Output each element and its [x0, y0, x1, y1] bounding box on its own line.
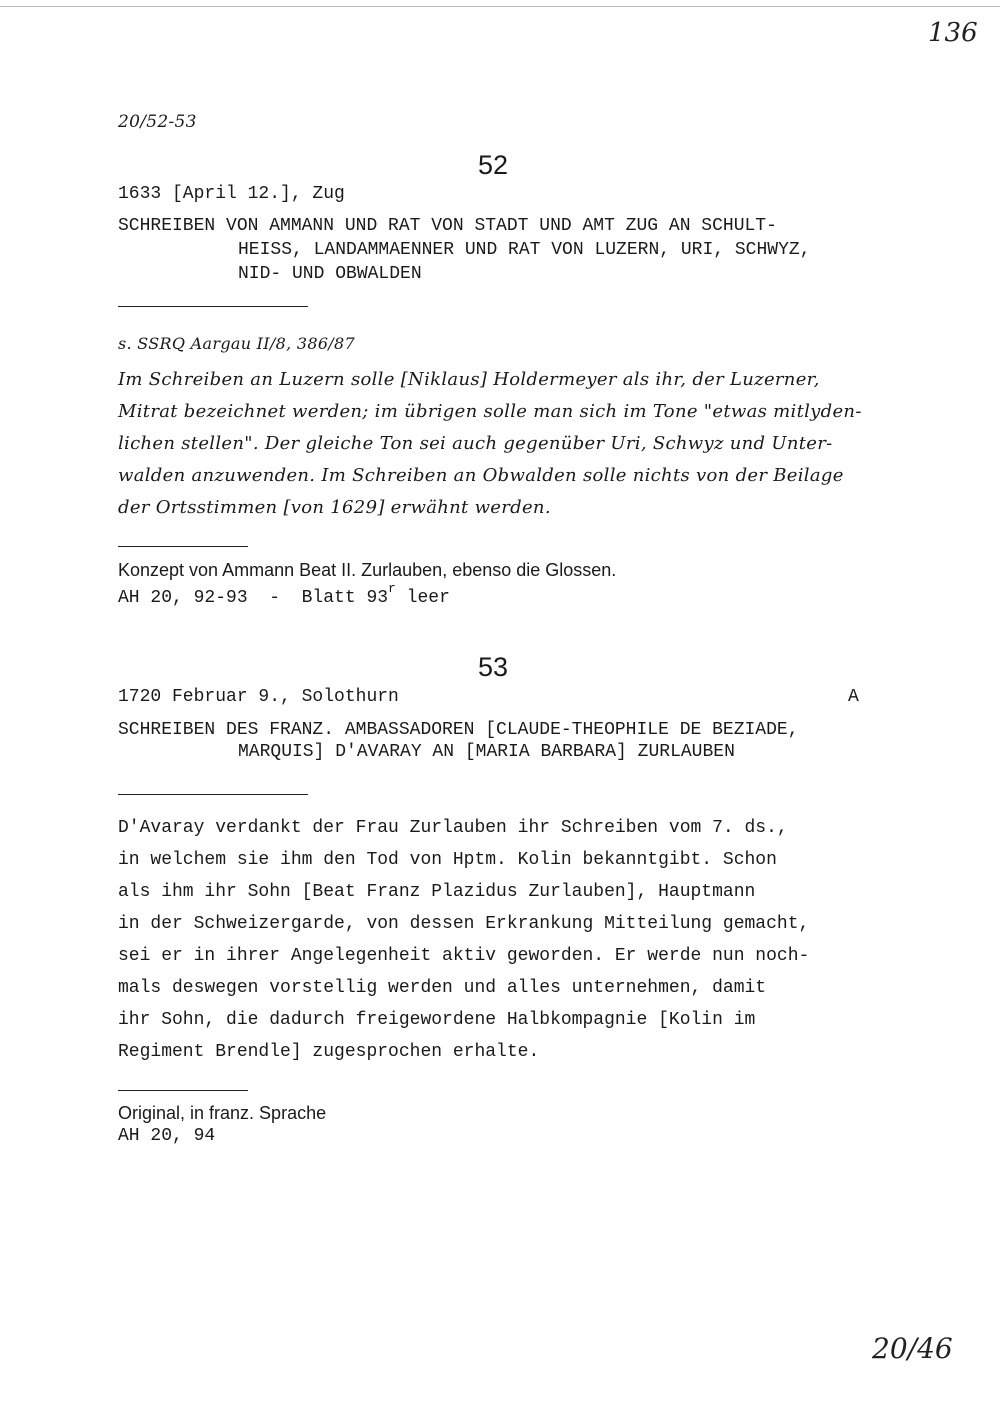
doc53-divider-1	[118, 794, 308, 795]
doc52-recto-marker: r	[388, 581, 396, 596]
doc53-body-line-2: in welchem sie ihm den Tod von Hptm. Kolin bekanntgibt. Schon	[118, 850, 777, 870]
doc53-body-line-3: als ihm ihr Sohn [Beat Franz Plazidus Zurlauben], Hauptmann	[118, 882, 756, 902]
doc53-body-line-7: ihr Sohn, die dadurch freigewordene Halbkompagnie [Kolin im	[118, 1010, 756, 1030]
doc52-leer-text: leer	[406, 588, 450, 608]
doc53-archive-ref: AH 20, 94	[118, 1126, 216, 1146]
document-number-52: 52	[478, 150, 509, 180]
doc52-archive-ref	[118, 581, 450, 609]
doc53-date-place: 1720 Februar 9., Solothurn	[118, 687, 399, 707]
doc52-body-line-3: lichen stellen". Der gleiche Ton sei auch gegenüber Uri, Schwyz und Unter-	[118, 433, 833, 454]
archive-reference: 20/52-53	[118, 112, 197, 132]
doc52-divider-2	[118, 546, 248, 547]
doc52-citation: s. SSRQ Aargau II/8, 386/87	[118, 334, 355, 353]
doc52-divider-1	[118, 306, 308, 307]
doc53-body-line-1: D'Avaray verdankt der Frau Zurlauben ihr Schreiben vom 7. ds.,	[118, 818, 788, 838]
handwritten-page-number: 136	[928, 18, 978, 48]
doc53-divider-2	[118, 1090, 248, 1091]
doc52-title-line-3: NID- UND OBWALDEN	[238, 264, 422, 284]
doc53-marker: A	[848, 687, 859, 707]
doc52-body-line-5: der Ortsstimmen [von 1629] erwähnt werden.	[118, 497, 551, 518]
doc53-body-line-4: in der Schweizergarde, von dessen Erkrankung Mitteilung gemacht,	[118, 914, 810, 934]
doc53-source-note: Original, in franz. Sprache	[118, 1103, 327, 1123]
doc52-source-note: Konzept von Ammann Beat II. Zurlauben, ebenso die Glossen.	[118, 560, 617, 580]
doc52-archive-ref-text: AH 20, 92-93 - Blatt 93	[118, 588, 389, 608]
doc53-body-line-6: mals deswegen vorstellig werden und alles unternehmen, damit	[118, 978, 767, 998]
doc52-body-line-1: Im Schreiben an Luzern solle [Niklaus] Holdermeyer als ihr, der Luzerner,	[118, 369, 820, 390]
doc52-title-line-1: SCHREIBEN VON AMMANN UND RAT VON STADT UND AMT ZUG AN SCHULT-	[118, 216, 777, 236]
doc53-title-line-2: MARQUIS] D'AVARAY AN [MARIA BARBARA] ZURLAUBEN	[238, 742, 735, 762]
doc53-body-line-8: Regiment Brendle] zugesprochen erhalte.	[118, 1042, 540, 1062]
doc52-title-line-2: HEISS, LANDAMMAENNER UND RAT VON LUZERN, URI, SCHWYZ,	[238, 240, 811, 260]
doc52-body-line-4: walden anzuwenden. Im Schreiben an Obwalden solle nichts von der Beilage	[118, 465, 844, 486]
page-top-edge	[0, 6, 1000, 7]
doc53-title-line-1: SCHREIBEN DES FRANZ. AMBASSADOREN [CLAUDE-THEOPHILE DE BEZIADE,	[118, 720, 799, 740]
doc52-body-line-2: Mitrat bezeichnet werden; im übrigen solle man sich im Tone "etwas mitlyden-	[118, 401, 862, 422]
handwritten-archive-number: 20/46	[872, 1332, 953, 1365]
document-number-53: 53	[478, 652, 509, 682]
doc53-body-line-5: sei er in ihrer Angelegenheit aktiv geworden. Er werde nun noch-	[118, 946, 810, 966]
doc52-date-place: 1633 [April 12.], Zug	[118, 184, 345, 204]
